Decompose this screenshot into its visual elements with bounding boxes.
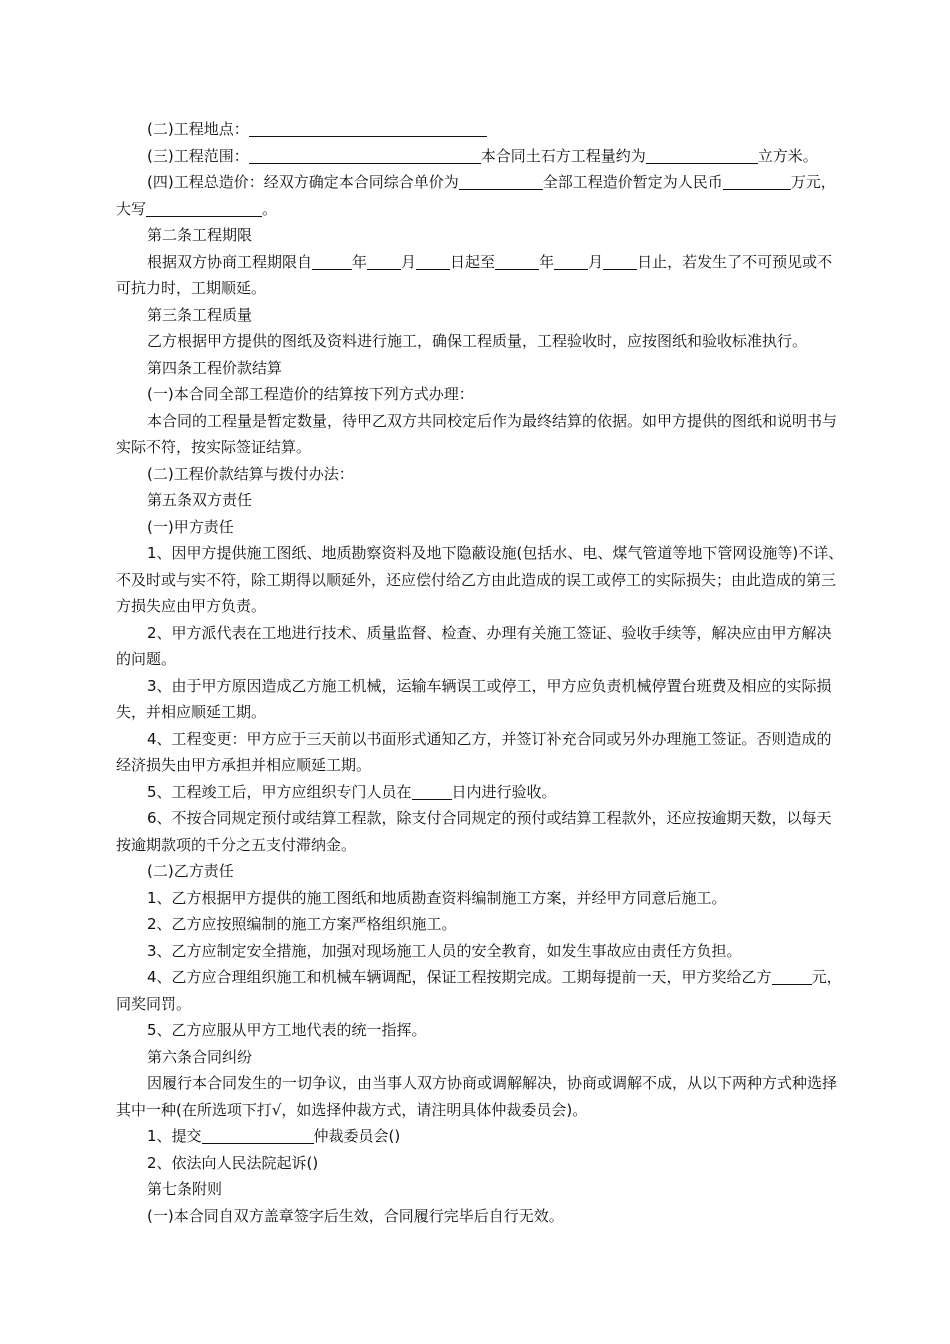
fill-blank[interactable] xyxy=(146,200,262,217)
party-a-item-4: 4、工程变更：甲方应于三天前以书面形式通知乙方，并签订补充合同或另外办理施工签证。否则造成的经济损失由甲方承担并相应顺延工期。 xyxy=(116,729,832,774)
text: 立方米。 xyxy=(757,146,818,165)
text: 年 xyxy=(539,252,555,271)
party-a-item-2: 2、甲方派代表在工地进行技术、质量监督、检查、办理有关施工签证、验收手续等，解决应由甲方解决的问题。 xyxy=(116,623,832,668)
fill-blank[interactable] xyxy=(202,1127,314,1144)
clause-total-cost xyxy=(116,169,846,222)
text: (四)工程总造价：经双方确定本合同综合单价为 xyxy=(147,173,459,191)
party-a-item-1: 1、因甲方提供施工图纸、地质勘察资料及地下隐蔽设施(包括水、电、煤气管道等地下管网设施等)不详、不及时或与实不符，除工期得以顺延外，还应偿付给乙方由此造成的误工或停工的实际损失；由此造成的第三方损失应由甲方负责。 xyxy=(116,544,844,615)
text: 仲裁委员会() xyxy=(313,1127,401,1145)
fill-blank[interactable] xyxy=(249,147,481,164)
clause-quantity-basis: 本合同的工程量是暂定数量，待甲乙双方共同校定后作为最终结算的依据。如甲方提供的图纸和说明书与实际不符，按实际签证结算。 xyxy=(116,411,838,456)
fill-blank[interactable] xyxy=(412,783,452,800)
article-5-heading: 第五条双方责任 xyxy=(147,491,253,509)
text: 日内进行验收。 xyxy=(451,782,557,801)
party-b-item-3: 3、乙方应制定安全措施，加强对现场施工人员的安全教育，如发生事故应由责任方负担。 xyxy=(147,941,742,960)
party-b-item-1: 1、乙方根据甲方提供的施工图纸和地质勘查资料编制施工方案，并经甲方同意后施工。 xyxy=(147,888,727,907)
party-b-item-4 xyxy=(116,964,846,1017)
fill-blank[interactable] xyxy=(554,253,588,270)
party-a-item-6: 6、不按合同规定预付或结算工程款，除支付合同规定的预付或结算工程款外，还应按逾期天数，以每天按逾期款项的千分之五支付滞纳金。 xyxy=(116,809,832,854)
text: (二)工程地点： xyxy=(147,120,249,138)
text: 全部工程造价暂定为人民币 xyxy=(542,173,723,191)
document-body xyxy=(116,116,846,1229)
article-3-heading: 第三条工程质量 xyxy=(147,305,253,324)
text: (三)工程范围： xyxy=(147,146,249,165)
text: 根据双方协商工程期限自 xyxy=(147,252,313,271)
fill-blank[interactable] xyxy=(312,253,352,270)
dispute-option-1 xyxy=(116,1123,846,1150)
fill-blank[interactable] xyxy=(249,120,487,137)
text: 日起至 xyxy=(450,252,496,271)
fill-blank[interactable] xyxy=(367,253,401,270)
fill-blank[interactable] xyxy=(723,173,791,190)
text: 年 xyxy=(352,252,368,271)
clause-dispute: 因履行本合同发生的一切争议，由当事人双方协商或调解解决，协商或调解不成，从以下两种方式种选择其中一种(在所选项下打√，如选择仲裁方式，请注明具体仲裁委员会)。 xyxy=(116,1074,838,1119)
clause-project-scope xyxy=(116,143,846,170)
dispute-option-2: 2、依法向人民法院起诉() xyxy=(147,1153,319,1172)
text: 元，同奖同罚。 xyxy=(116,968,842,1013)
text: 日止，若发生了不可预见或不可抗力时，工期顺延。 xyxy=(116,252,833,297)
text: 4、乙方应合理组织施工和机械车辆调配，保证工程按期完成。工期每提前一天，甲方奖给乙方 xyxy=(147,968,772,986)
party-b-item-2: 2、乙方应按照编制的施工方案严格组织施工。 xyxy=(147,915,457,933)
article-4-heading: 第四条工程价款结算 xyxy=(147,358,283,377)
article-6-heading: 第六条合同纠纷 xyxy=(147,1047,253,1066)
clause-settlement-method: (一)本合同全部工程造价的结算按下列方式办理： xyxy=(147,385,474,403)
party-b-item-5: 5、乙方应服从甲方工地代表的统一指挥。 xyxy=(147,1021,427,1039)
fill-blank[interactable] xyxy=(459,173,543,190)
clause-quality: 乙方根据甲方提供的图纸及资料进行施工，确保工程质量，工程验收时，应按图纸和验收标准执行。 xyxy=(147,332,808,350)
text: 本合同土石方工程量约为 xyxy=(480,146,646,165)
fill-blank[interactable] xyxy=(495,253,539,270)
article-7-heading: 第七条附则 xyxy=(147,1180,223,1198)
party-a-item-3: 3、由于甲方原因造成乙方施工机械，运输车辆误工或停工，甲方应负责机械停置台班费及相应的实际损失，并相应顺延工期。 xyxy=(116,676,832,721)
text: 。 xyxy=(262,199,278,218)
fill-blank[interactable] xyxy=(603,253,637,270)
fill-blank[interactable] xyxy=(416,253,450,270)
text: 万元，大写 xyxy=(116,173,836,218)
text: 1、提交 xyxy=(147,1127,202,1145)
fill-blank[interactable] xyxy=(772,968,812,985)
clause-project-period xyxy=(116,249,846,302)
clause-payment-method: (二)工程价款结算与拨付办法： xyxy=(147,464,354,483)
party-a-item-5 xyxy=(116,779,846,806)
party-b-heading: (二)乙方责任 xyxy=(147,862,234,880)
clause-effectiveness: (一)本合同自双方盖章签字后生效，合同履行完毕后自行无效。 xyxy=(147,1206,564,1225)
article-2-heading: 第二条工程期限 xyxy=(147,226,253,244)
text: 月 xyxy=(588,252,604,271)
text: 月 xyxy=(401,252,417,271)
text: 5、工程竣工后，甲方应组织专门人员在 xyxy=(147,782,412,801)
fill-blank[interactable] xyxy=(646,147,758,164)
clause-project-location xyxy=(116,116,846,143)
party-a-heading: (一)甲方责任 xyxy=(147,517,234,536)
